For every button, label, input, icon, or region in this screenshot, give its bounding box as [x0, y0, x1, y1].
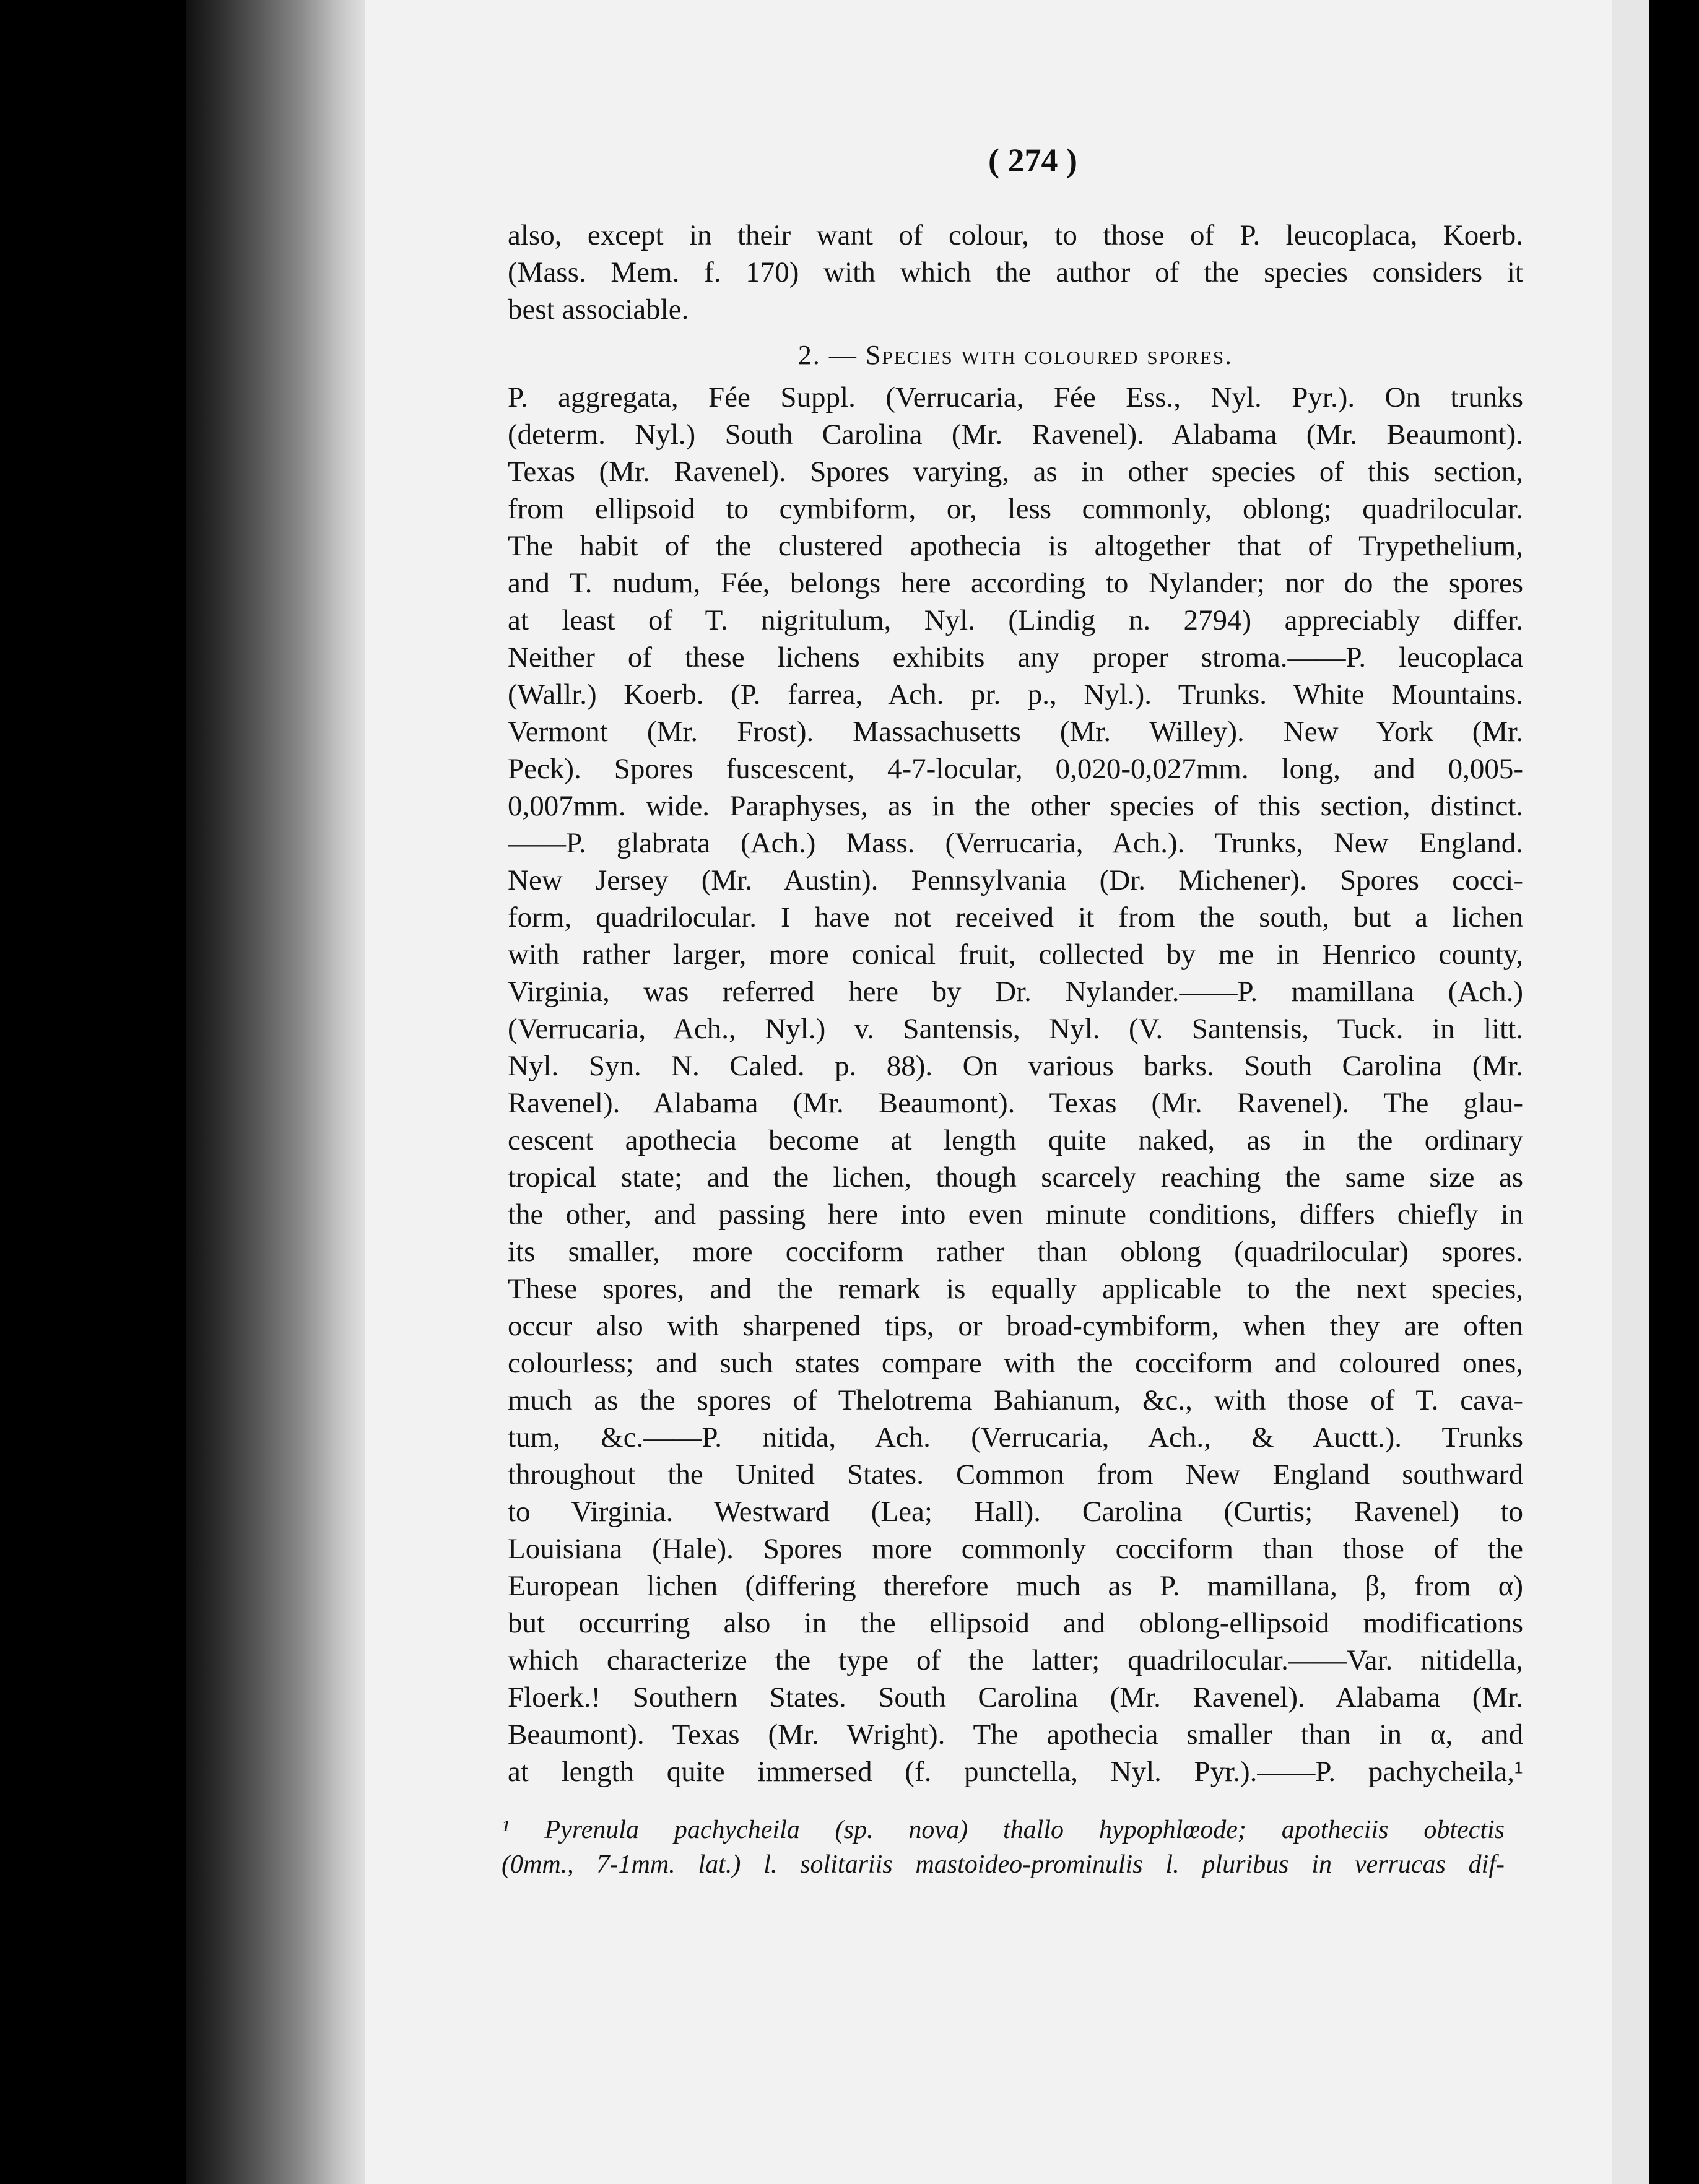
text-line: occur also with sharpened tips, or broad-cymbiform, when they are often: [508, 1310, 1523, 1342]
text-line: Nyl. Syn. N. Caled. p. 88). On various barks. South Carolina (Mr.: [508, 1050, 1523, 1082]
text-line: cescent apothecia become at length quite naked, as in the ordinary: [508, 1124, 1523, 1156]
text-line: ——P. glabrata (Ach.) Mass. (Verrucaria, Ach.). Trunks, New England.: [508, 827, 1523, 859]
footnote: [502, 1813, 1505, 1882]
text-line: its smaller, more cocciform rather than oblong (quadrilocular) spores.: [508, 1236, 1523, 1268]
intro-paragraph: [508, 217, 1523, 328]
text-line: Texas (Mr. Ravenel). Spores varying, as in other species of this section,: [508, 456, 1523, 488]
text-line: Peck). Spores fuscescent, 4-7-locular, 0,020-0,027mm. long, and 0,005-: [508, 753, 1523, 785]
species-paragraph: [508, 379, 1523, 1790]
page-right-edge: [1612, 0, 1649, 2184]
text-line: but occurring also in the ellipsoid and oblong-ellipsoid modifications: [508, 1607, 1523, 1639]
text-line: European lichen (differing therefore much as P. mamillana, β, from α): [508, 1570, 1523, 1602]
footnote-line: ¹ Pyrenula pachycheila (sp. nova) thallo hypophlœode; apotheciis obtectis: [502, 1816, 1505, 1844]
text-line: and T. nudum, Fée, belongs here according to Nylander; nor do the spores: [508, 567, 1523, 599]
text-line: P. aggregata, Fée Suppl. (Verrucaria, Fée Ess., Nyl. Pyr.). On trunks: [508, 381, 1523, 414]
text-line: much as the spores of Thelotrema Bahianum, &c., with those of T. cava-: [508, 1384, 1523, 1416]
text-line: throughout the United States. Common from New England southward: [508, 1458, 1523, 1491]
text-line: from ellipsoid to cymbiform, or, less commonly, oblong; quadrilocular.: [508, 493, 1523, 525]
section-heading: 2. — Species with coloured spores.: [797, 340, 1233, 370]
text-line: (determ. Nyl.) South Carolina (Mr. Ravenel). Alabama (Mr. Beaumont).: [508, 418, 1523, 451]
page-number: ( 274 ): [988, 142, 1077, 179]
text-line: at length quite immersed (f. punctella, Nyl. Pyr.).——P. pachycheila,¹: [508, 1756, 1523, 1788]
text-line: Floerk.! Southern States. South Carolina (Mr. Ravenel). Alabama (Mr.: [508, 1681, 1523, 1714]
footnote-line: (0mm., 7-1mm. lat.) l. solitariis mastoideo-prominulis l. pluribus in verrucas dif-: [502, 1850, 1505, 1879]
text-line: colourless; and such states compare with the cocciform and coloured ones,: [508, 1347, 1523, 1379]
text-line: to Virginia. Westward (Lea; Hall). Carolina (Curtis; Ravenel) to: [508, 1496, 1523, 1528]
text-line: The habit of the clustered apothecia is altogether that of Trypethelium,: [508, 530, 1523, 562]
text-line: at least of T. nigritulum, Nyl. (Lindig n. 2794) appreciably differ.: [508, 604, 1523, 636]
text-line: New Jersey (Mr. Austin). Pennsylvania (Dr. Michener). Spores cocci-: [508, 864, 1523, 896]
text-line: These spores, and the remark is equally applicable to the next species,: [508, 1273, 1523, 1305]
text-line: with rather larger, more conical fruit, collected by me in Henrico county,: [508, 938, 1523, 971]
text-line: 0,007mm. wide. Paraphyses, as in the other species of this section, distinct.: [508, 790, 1523, 822]
main-text: [508, 217, 1523, 1790]
text-line: also, except in their want of colour, to those of P. leucoplaca, Koerb.: [508, 219, 1523, 251]
text-line: which characterize the type of the latter; quadrilocular.——Var. nitidella,: [508, 1644, 1523, 1676]
text-line: Beaumont). Texas (Mr. Wright). The apothecia smaller than in α, and: [508, 1718, 1523, 1751]
text-line: tropical state; and the lichen, though scarcely reaching the same size as: [508, 1161, 1523, 1194]
text-line: Vermont (Mr. Frost). Massachusetts (Mr. Willey). New York (Mr.: [508, 716, 1523, 748]
text-line: Neither of these lichens exhibits any proper stroma.——P. leucoplaca: [508, 641, 1523, 674]
book-binding-edge: [186, 0, 372, 2184]
text-line: form, quadrilocular. I have not received it from the south, but a lichen: [508, 901, 1523, 934]
text-line: (Wallr.) Koerb. (P. farrea, Ach. pr. p., Nyl.). Trunks. White Mountains.: [508, 678, 1523, 711]
text-line: (Verrucaria, Ach., Nyl.) v. Santensis, Nyl. (V. Santensis, Tuck. in litt.: [508, 1013, 1523, 1045]
text-line: best associable.: [508, 293, 689, 326]
text-line: Virginia, was referred here by Dr. Nylander.——P. mamillana (Ach.): [508, 976, 1523, 1008]
text-line: the other, and passing here into even minute conditions, differs chiefly in: [508, 1198, 1523, 1231]
text-line: (Mass. Mem. f. 170) with which the author of the species considers it: [508, 256, 1523, 288]
text-line: Louisiana (Hale). Spores more commonly cocciform than those of the: [508, 1533, 1523, 1565]
text-line: tum, &c.——P. nitida, Ach. (Verrucaria, Ach., & Auctt.). Trunks: [508, 1421, 1523, 1454]
text-line: Ravenel). Alabama (Mr. Beaumont). Texas (Mr. Ravenel). The glau-: [508, 1087, 1523, 1119]
